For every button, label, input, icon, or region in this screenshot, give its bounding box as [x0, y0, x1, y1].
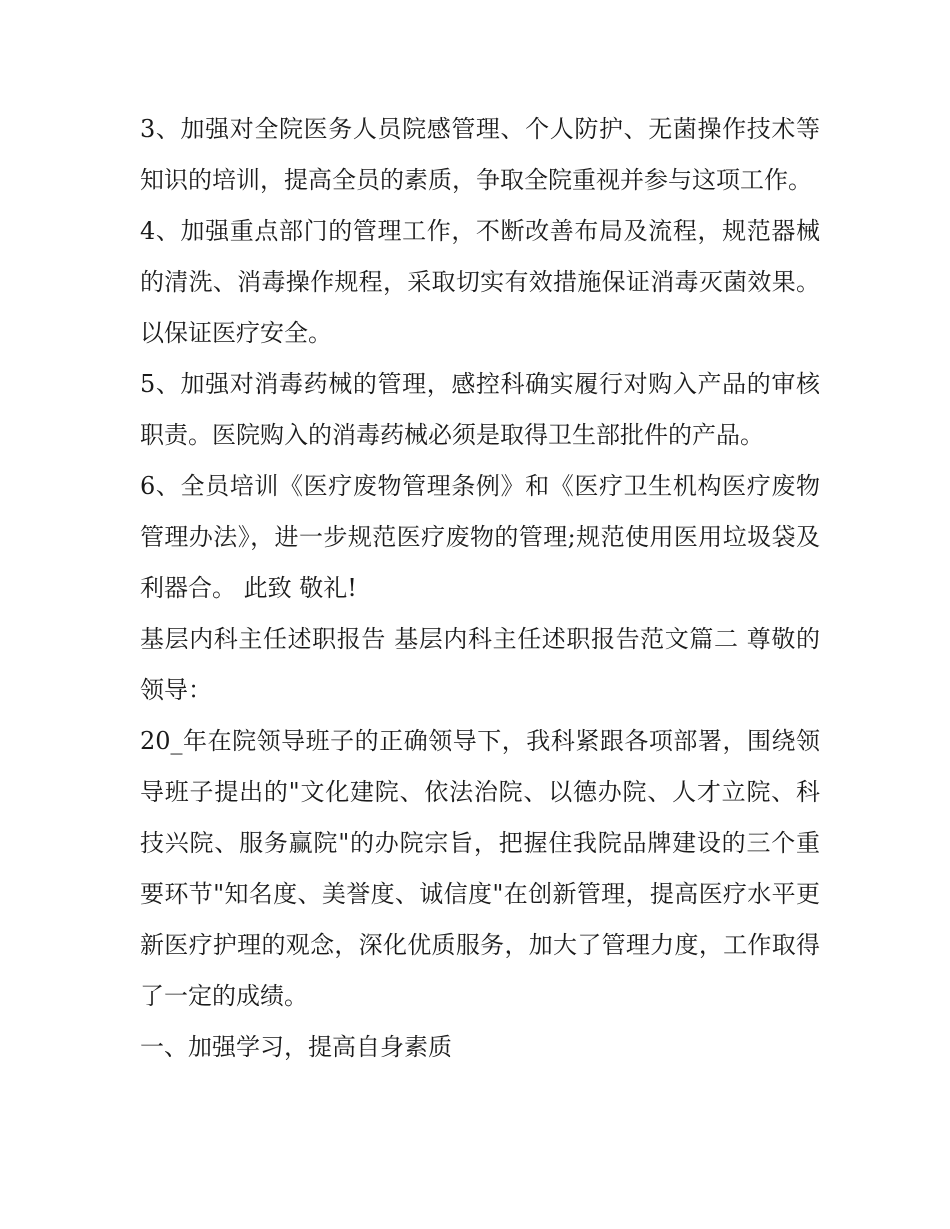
paragraph-item-4: 4、加强重点部门的管理工作，不断改善布局及流程，规范器械的清洗、消毒操作规程，采取切实有效措施保证消毒灭菌效果。以保证医疗安全。	[140, 217, 820, 347]
document-body	[140, 104, 820, 1073]
paragraph-item-6: 6、全员培训《医疗废物管理条例》和《医疗卫生机构医疗废物管理办法》，进一步规范医疗废物的管理;规范使用医用垃圾袋及利器合。 此致 敬礼!	[140, 472, 820, 602]
paragraph-item-5: 5、加强对消毒药械的管理，感控科确实履行对购入产品的审核职责。医院购入的消毒药械必须是取得卫生部批件的产品。	[140, 370, 820, 449]
paragraph-intro: 20_年在院领导班子的正确领导下，我科紧跟各项部署，围绕领导班子提出的"文化建院、依法治院、以德办院、人才立院、科技兴院、服务赢院"的办院宗旨，把握住我院品牌建设的三个重要环节"知名度、美誉度、诚信度"在创新管理，提高医疗水平更新医疗护理的观念，深化优质服务，加大了管理力度，工作取得了一定的成绩。	[140, 727, 820, 1010]
section-heading-report-2: 基层内科主任述职报告 基层内科主任述职报告范文篇二 尊敬的领导：	[140, 625, 820, 704]
section-heading-1: 一、加强学习，提高自身素质	[140, 1033, 452, 1061]
paragraph-item-3: 3、加强对全院医务人员院感管理、个人防护、无菌操作技术等知识的培训，提高全员的素质，争取全院重视并参与这项工作。	[140, 115, 820, 194]
